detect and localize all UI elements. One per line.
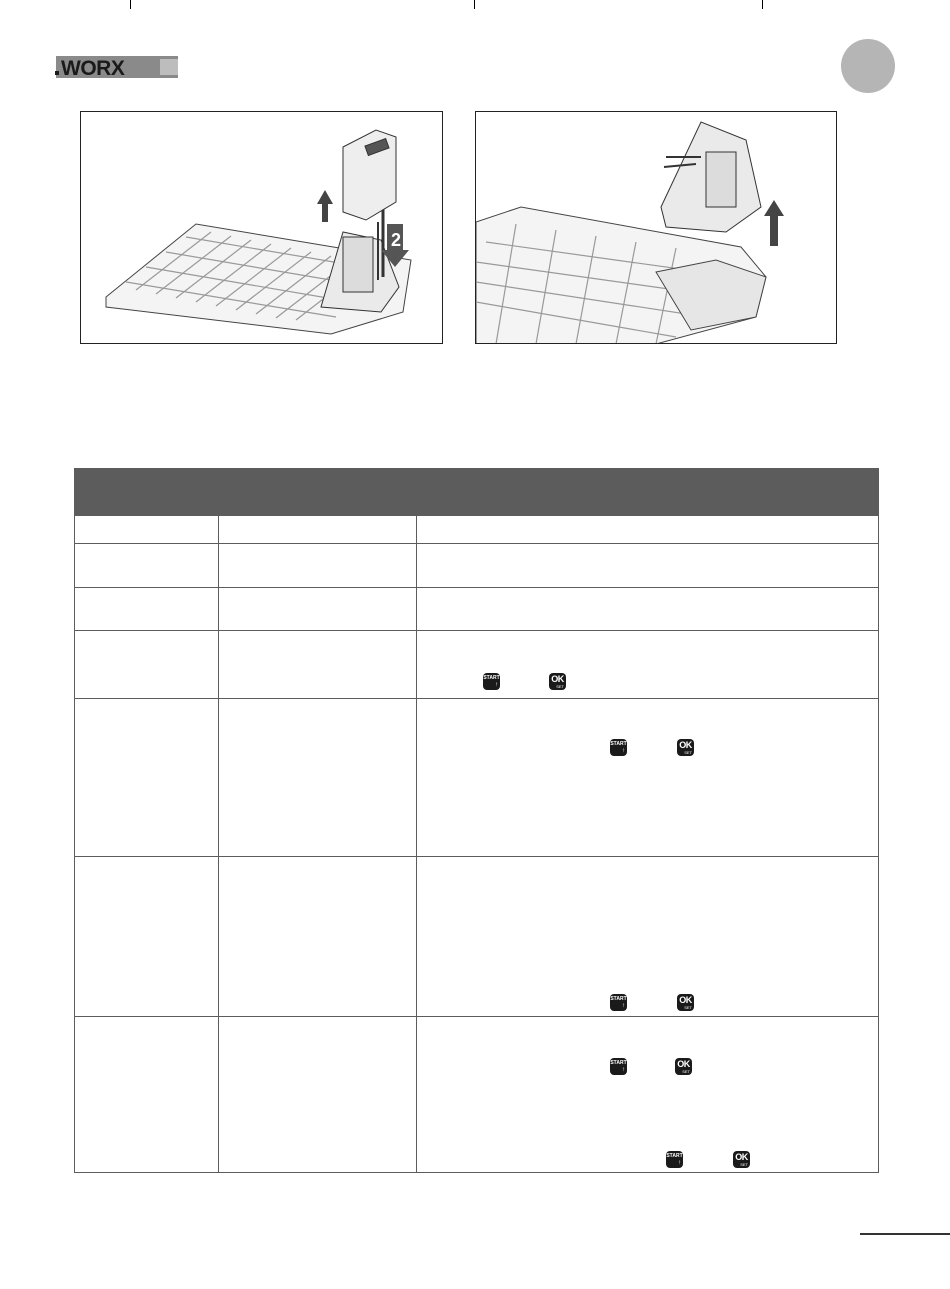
table-cell	[417, 631, 879, 699]
table-header-row	[75, 469, 879, 516]
table-cell	[75, 588, 219, 631]
charging-station-body	[661, 122, 761, 232]
table-header-cell	[219, 469, 417, 516]
table-cell	[219, 1017, 417, 1173]
figure-lift-station	[475, 111, 837, 344]
table-header-cell	[75, 469, 219, 516]
table-row	[75, 544, 879, 588]
table-cell	[75, 516, 219, 544]
ok-set-button-icon: OK SET	[549, 673, 566, 690]
table-cell	[417, 588, 879, 631]
table-cell	[417, 544, 879, 588]
start-button-icon: START ↑	[610, 741, 627, 754]
table-header-cell	[417, 469, 879, 516]
step-label: 2	[391, 230, 402, 250]
table-row	[75, 588, 879, 631]
table-cell	[417, 1017, 879, 1173]
table-cell	[219, 857, 417, 1017]
table-cell	[219, 544, 417, 588]
arrow-up-icon	[764, 200, 784, 246]
start-button-icon: START ↑	[610, 996, 627, 1009]
start-button-icon: START ↑	[666, 1153, 683, 1166]
table-cell	[75, 857, 219, 1017]
table-row	[75, 516, 879, 544]
page-number-rule	[860, 1233, 950, 1235]
table-cell	[219, 588, 417, 631]
table-cell	[75, 631, 219, 699]
ok-set-button-icon: OK SET	[675, 1058, 692, 1075]
table-row	[75, 857, 879, 1017]
table-cell	[219, 699, 417, 857]
start-button-icon: START ↑	[610, 1060, 627, 1073]
brand-text: WORX	[61, 57, 125, 78]
ok-set-button-icon: OK SET	[677, 739, 694, 756]
troubleshooting-table	[74, 468, 879, 1173]
crop-mark-top-left	[130, 0, 131, 9]
start-button-icon: START ↑	[483, 675, 500, 688]
table-row	[75, 699, 879, 857]
crop-mark-top-center	[474, 0, 475, 9]
removed-cover	[343, 130, 396, 220]
table-row	[75, 631, 879, 699]
crop-mark-top-right	[762, 0, 763, 9]
table-row	[75, 1017, 879, 1173]
table-cell	[417, 699, 879, 857]
table-cell	[219, 516, 417, 544]
table-cell	[417, 857, 879, 1017]
arrow-up-icon	[317, 190, 333, 222]
table-cell	[75, 544, 219, 588]
table-cell	[75, 699, 219, 857]
ok-set-button-icon: OK SET	[733, 1151, 750, 1168]
worx-logo	[52, 56, 178, 78]
ok-set-button-icon: OK SET	[677, 994, 694, 1011]
figure-remove-cover	[80, 111, 443, 344]
table-cell	[219, 631, 417, 699]
table-cell	[417, 516, 879, 544]
table-cell	[75, 1017, 219, 1173]
language-circle-icon	[841, 39, 895, 93]
